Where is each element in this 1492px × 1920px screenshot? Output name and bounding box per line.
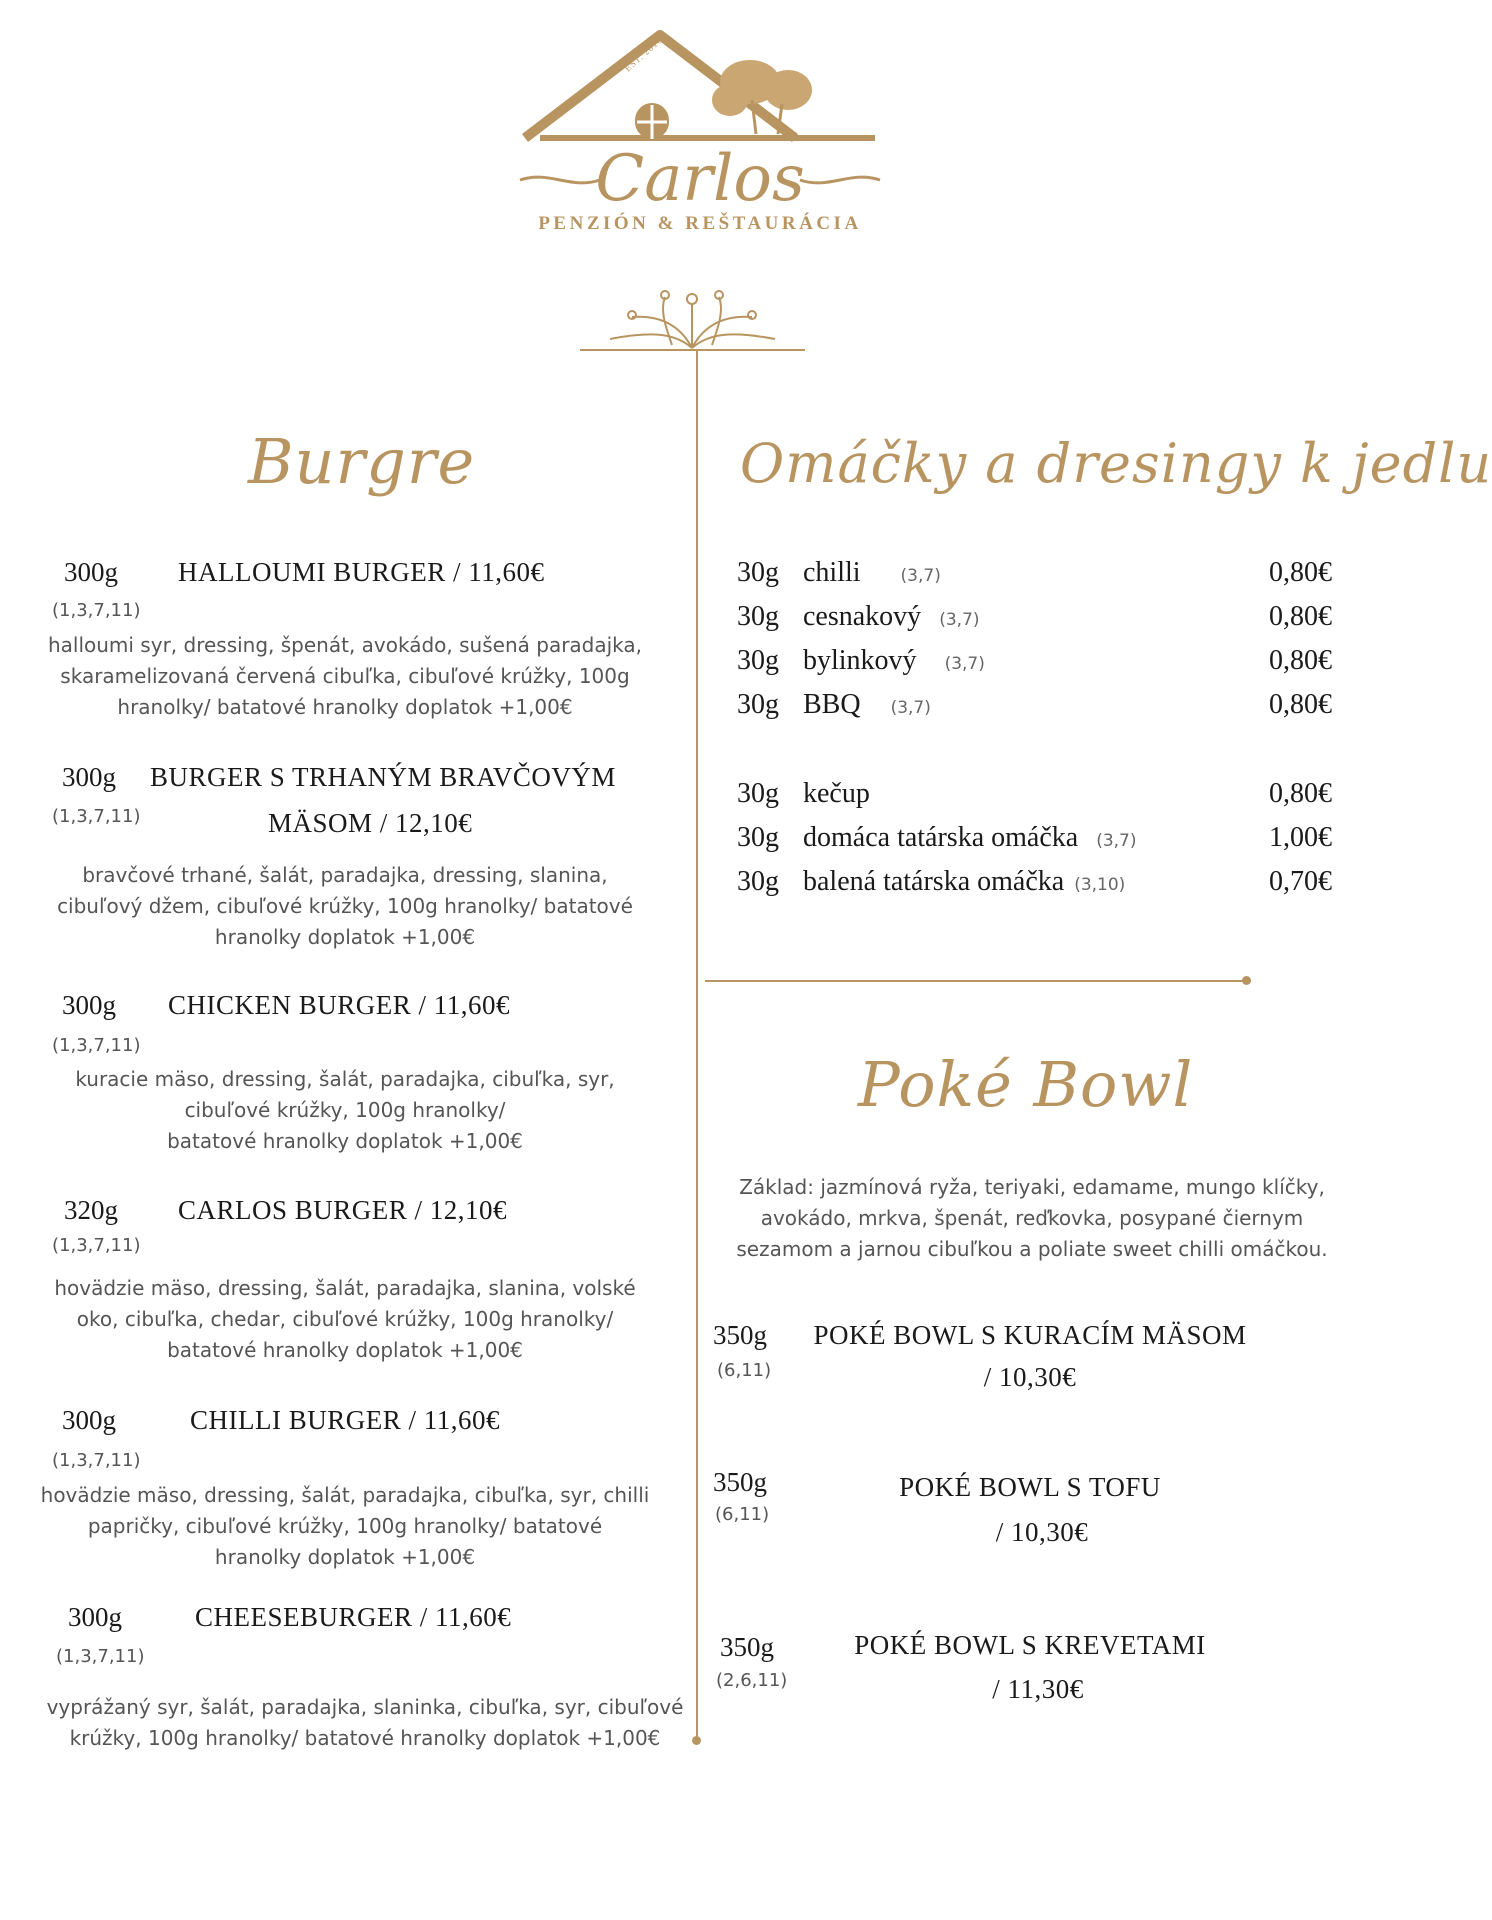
item-name-line2: MÄSOM / 12,10€: [268, 808, 473, 838]
item-weight: 300g: [68, 1602, 122, 1632]
item-weight: 300g: [62, 1405, 116, 1435]
item-name: CHILLI BURGER / 11,60€: [190, 1405, 500, 1435]
sauce-row: 30g balená tatárska omáčka (3,10) 0,70€: [737, 866, 1332, 897]
divider-dot: [1242, 976, 1251, 985]
item-description: hovädzie mäso, dressing, šalát, paradajka, cibuľka, syr, chilli papričky, cibuľové krúžky, 100g hranolky/ batatové hranolky doplatok +1,00€: [40, 1483, 650, 1569]
horizontal-divider: [705, 980, 1245, 982]
poke-allergens: (6,11): [717, 1360, 772, 1381]
tree-icon: [712, 60, 812, 134]
item-weight: 300g: [62, 990, 116, 1020]
item-allergens: (1,3,7,11): [52, 1450, 141, 1471]
item-allergens: (1,3,7,11): [52, 1035, 141, 1056]
item-name: HALLOUMI BURGER / 11,60€: [178, 557, 545, 587]
item-weight: 300g: [62, 762, 116, 792]
item-name: CHICKEN BURGER / 11,60€: [168, 990, 511, 1020]
poke-weight: 350g: [720, 1632, 774, 1662]
sauce-row: 30g domáca tatárska omáčka (3,7) 1,00€: [737, 822, 1332, 853]
floral-ornament: [580, 285, 805, 365]
poke-title: Poké Bowl: [858, 1048, 1194, 1121]
item-allergens: (1,3,7,11): [52, 1235, 141, 1256]
item-name: CHEESEBURGER / 11,60€: [195, 1602, 512, 1632]
sauce-row: 30g BBQ (3,7) 0,80€: [737, 689, 1332, 720]
item-allergens: (1,3,7,11): [52, 600, 141, 621]
divider-dot: [692, 1736, 701, 1745]
item-name: CARLOS BURGER / 12,10€: [178, 1195, 508, 1225]
poke-price: / 10,30€: [983, 1362, 1077, 1392]
burgers-title: Burgre: [248, 425, 476, 498]
item-description: vyprážaný syr, šalát, paradajka, slaninka, cibuľka, syr, cibuľové krúžky, 100g hranolky/ batatové hranolky doplatok +1,00€: [46, 1695, 684, 1750]
restaurant-logo: [520, 30, 880, 240]
item-weight: 300g: [64, 557, 118, 587]
logo-subtitle: PENZIÓN & REŠTAURÁCIA: [538, 213, 862, 234]
poke-name: POKÉ BOWL S KREVETAMI: [854, 1630, 1206, 1660]
sauce-row: 30g chilli (3,7) 0,80€: [737, 557, 1332, 588]
poke-base-description: Základ: jazmínová ryža, teriyaki, edamame, mungo klíčky, avokádo, mrkva, špenát, reďkovka, posypané čiernym sezamom a jarnou cibuľkou a poliate sweet chilli omáčkou.: [736, 1175, 1328, 1261]
poke-weight: 350g: [713, 1320, 767, 1350]
poke-price: / 10,30€: [995, 1517, 1089, 1547]
logo-est: EST. 2016: [622, 34, 665, 74]
item-description: bravčové trhané, šalát, paradajka, dressing, slanina, cibuľový džem, cibuľové krúžky, 100g hranolky/ batatové hranolky doplatok +1,00€: [57, 863, 633, 949]
item-allergens: (1,3,7,11): [52, 806, 141, 827]
item-description: kuracie mäso, dressing, šalát, paradajka, cibuľka, syr, cibuľové krúžky, 100g hranolky/ batatové hranolky doplatok +1,00€: [75, 1067, 615, 1153]
sauce-row: 30g cesnakový (3,7) 0,80€: [737, 601, 1332, 632]
item-description: hovädzie mäso, dressing, šalát, paradajka, slanina, volské oko, cibuľka, chedar, cibuľové krúžky, 100g hranolky/ batatové hranolky doplatok +1,00€: [54, 1276, 636, 1362]
item-allergens: (1,3,7,11): [56, 1646, 145, 1667]
sauces-title: Omáčky a dresingy k jedlu: [740, 432, 1492, 495]
sauce-row: 30g kečup 0,80€: [737, 778, 1332, 809]
item-name: BURGER S TRHANÝM BRAVČOVÝM: [150, 762, 616, 792]
sauce-row: 30g bylinkový (3,7) 0,80€: [737, 645, 1332, 676]
poke-weight: 350g: [713, 1467, 767, 1497]
poke-name: POKÉ BOWL S TOFU: [899, 1472, 1161, 1502]
vertical-divider: [696, 350, 698, 1742]
poke-price: / 11,30€: [992, 1674, 1084, 1704]
poke-allergens: (2,6,11): [716, 1670, 788, 1691]
logo-name: Carlos: [595, 142, 805, 216]
item-description: halloumi syr, dressing, špenát, avokádo, sušená paradajka, skaramelizovaná červená cibuľka, cibuľové krúžky, 100g hranolky/ batatové hranolky doplatok +1,00€: [47, 633, 643, 719]
poke-allergens: (6,11): [715, 1504, 770, 1525]
poke-name: POKÉ BOWL S KURACÍM MÄSOM: [813, 1320, 1247, 1350]
item-weight: 320g: [64, 1195, 118, 1225]
